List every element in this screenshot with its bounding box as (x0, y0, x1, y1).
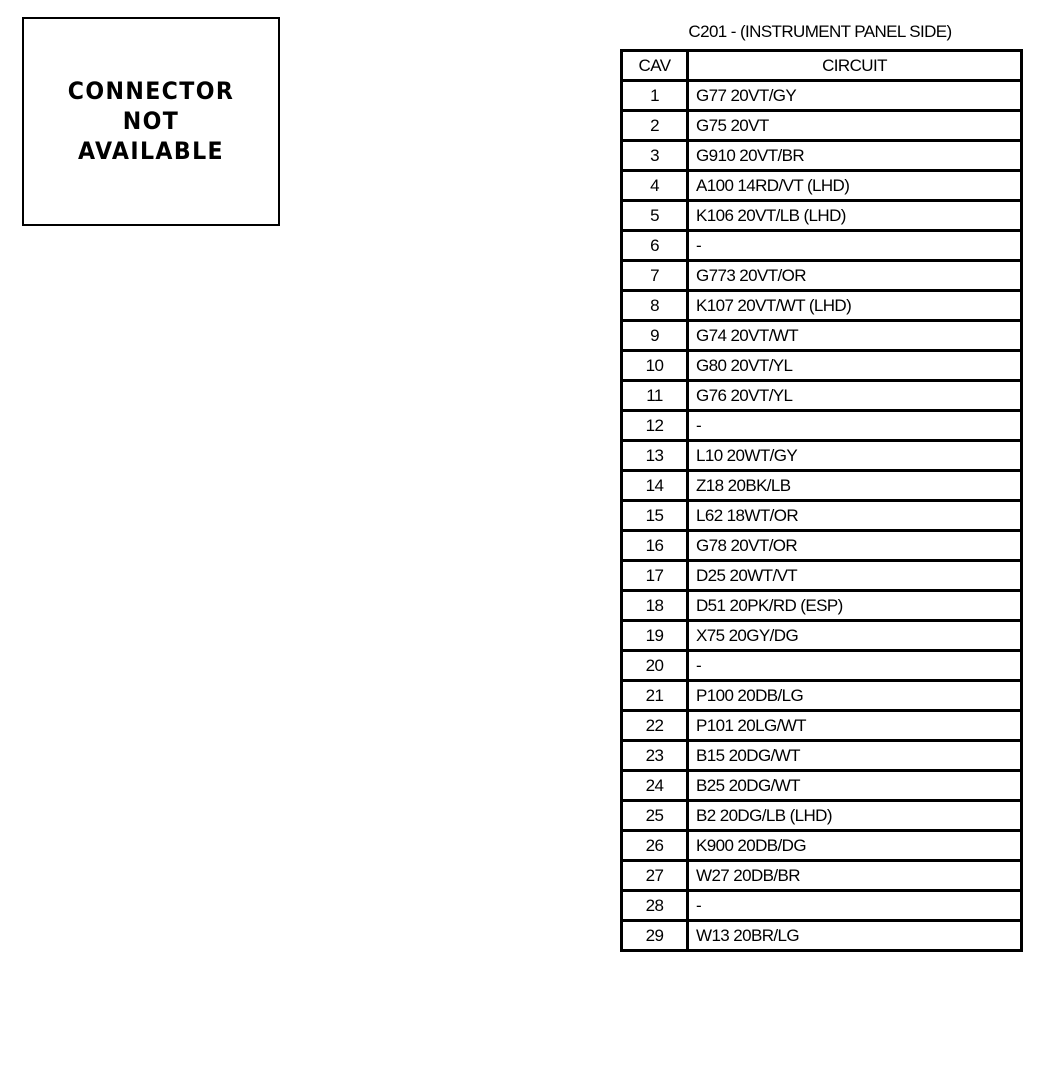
table-row (622, 591, 1022, 621)
table-row (622, 501, 1022, 531)
table-row (622, 441, 1022, 471)
circuit-code: B25 20DG/WT (688, 771, 1022, 801)
table-row (622, 411, 1022, 441)
cavity-number: 24 (622, 771, 688, 801)
circuit-code: B15 20DG/WT (688, 741, 1022, 771)
placeholder-line: NOT (122, 107, 180, 135)
cavity-number: 4 (622, 171, 688, 201)
placeholder-line: CONNECTOR (67, 77, 235, 105)
table-row (622, 351, 1022, 381)
circuit-code: K106 20VT/LB (LHD) (688, 201, 1022, 231)
circuit-code: Z18 20BK/LB (688, 471, 1022, 501)
circuit-code: K900 20DB/DG (688, 831, 1022, 861)
cavity-number: 19 (622, 621, 688, 651)
cavity-number: 15 (622, 501, 688, 531)
circuit-code: X75 20GY/DG (688, 621, 1022, 651)
table-row (622, 111, 1022, 141)
cavity-number: 3 (622, 141, 688, 171)
circuit-code: G76 20VT/YL (688, 381, 1022, 411)
table-row (622, 651, 1022, 681)
circuit-code: L62 18WT/OR (688, 501, 1022, 531)
cavity-number: 16 (622, 531, 688, 561)
cavity-number: 7 (622, 261, 688, 291)
table-row (622, 141, 1022, 171)
circuit-code: A100 14RD/VT (LHD) (688, 171, 1022, 201)
circuit-code: G75 20VT (688, 111, 1022, 141)
circuit-code: - (688, 651, 1022, 681)
circuit-code: G80 20VT/YL (688, 351, 1022, 381)
cavity-number: 9 (622, 321, 688, 351)
cavity-number: 14 (622, 471, 688, 501)
table-row (622, 231, 1022, 261)
table-row (622, 81, 1022, 111)
cavity-number: 23 (622, 741, 688, 771)
table-row (622, 291, 1022, 321)
table-row (622, 921, 1022, 951)
circuit-code: D25 20WT/VT (688, 561, 1022, 591)
circuit-code: B2 20DG/LB (LHD) (688, 801, 1022, 831)
cavity-number: 5 (622, 201, 688, 231)
circuit-code: G910 20VT/BR (688, 141, 1022, 171)
cav-column-header: CAV (622, 51, 688, 81)
table-row (622, 741, 1022, 771)
placeholder-line: AVAILABLE (77, 137, 225, 165)
cavity-number: 25 (622, 801, 688, 831)
table-row (622, 711, 1022, 741)
table-header-row (622, 51, 1022, 81)
table-row (622, 831, 1022, 861)
cavity-number: 6 (622, 231, 688, 261)
cavity-number: 22 (622, 711, 688, 741)
cavity-number: 1 (622, 81, 688, 111)
circuit-code: G773 20VT/OR (688, 261, 1022, 291)
connector-pinout-table (620, 49, 1023, 952)
table-row (622, 801, 1022, 831)
cavity-number: 20 (622, 651, 688, 681)
cavity-number: 17 (622, 561, 688, 591)
circuit-code: P101 20LG/WT (688, 711, 1022, 741)
table-row (622, 681, 1022, 711)
circuit-code: G78 20VT/OR (688, 531, 1022, 561)
cavity-number: 29 (622, 921, 688, 951)
table-row (622, 261, 1022, 291)
circuit-code: D51 20PK/RD (ESP) (688, 591, 1022, 621)
circuit-code: G74 20VT/WT (688, 321, 1022, 351)
table-row (622, 381, 1022, 411)
circuit-code: P100 20DB/LG (688, 681, 1022, 711)
circuit-code: L10 20WT/GY (688, 441, 1022, 471)
table-row (622, 771, 1022, 801)
table-row (622, 621, 1022, 651)
table-row (622, 171, 1022, 201)
connector-table-title: C201 - (INSTRUMENT PANEL SIDE) (688, 22, 952, 41)
circuit-code: - (688, 891, 1022, 921)
cavity-number: 10 (622, 351, 688, 381)
table-row (622, 861, 1022, 891)
cavity-number: 11 (622, 381, 688, 411)
cavity-number: 28 (622, 891, 688, 921)
cavity-number: 8 (622, 291, 688, 321)
circuit-code: - (688, 411, 1022, 441)
connector-not-available-message (34, 76, 268, 166)
cavity-number: 21 (622, 681, 688, 711)
table-row (622, 471, 1022, 501)
table-body (622, 81, 1022, 951)
circuit-code: W27 20DB/BR (688, 861, 1022, 891)
cavity-number: 2 (622, 111, 688, 141)
circuit-column-header: CIRCUIT (688, 51, 1022, 81)
cavity-number: 26 (622, 831, 688, 861)
table-row (622, 321, 1022, 351)
table-row (622, 201, 1022, 231)
circuit-code: W13 20BR/LG (688, 921, 1022, 951)
connector-image-placeholder (22, 17, 280, 226)
circuit-code: - (688, 231, 1022, 261)
cavity-number: 12 (622, 411, 688, 441)
circuit-code: G77 20VT/GY (688, 81, 1022, 111)
cavity-number: 13 (622, 441, 688, 471)
cavity-number: 18 (622, 591, 688, 621)
table-row (622, 531, 1022, 561)
table-row (622, 891, 1022, 921)
circuit-code: K107 20VT/WT (LHD) (688, 291, 1022, 321)
table-row (622, 561, 1022, 591)
cavity-number: 27 (622, 861, 688, 891)
